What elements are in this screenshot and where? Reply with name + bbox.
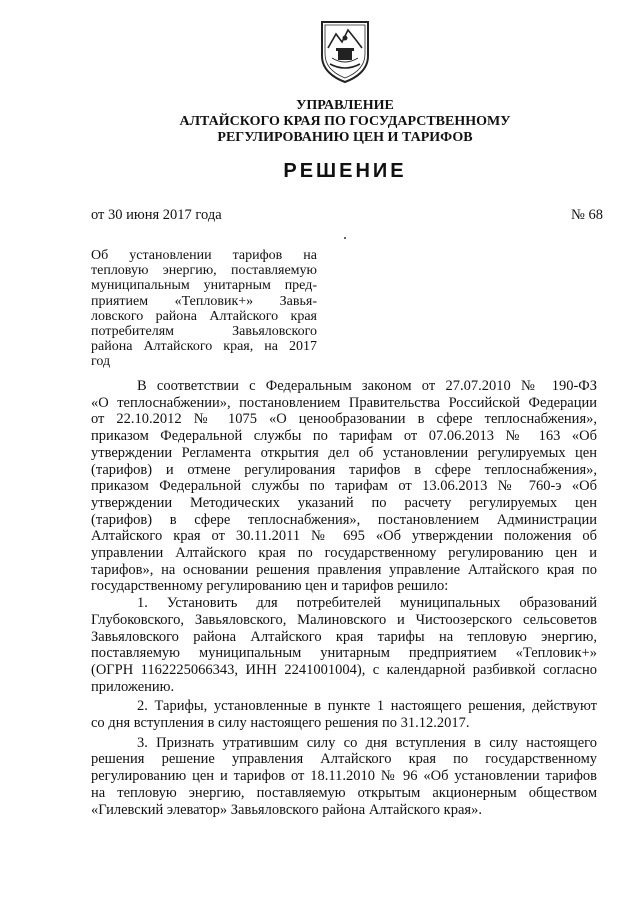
body-line: Завьяловского района Алтайского края тарифы на тепловую энергию, [91, 628, 597, 645]
body-line: приказом Федеральной службы по тарифам от 13.06.2013 № 760-э «Об [91, 478, 597, 495]
body-line: В соответствии с Федеральным законом от 27.07.2010 № 190-ФЗ [137, 378, 597, 394]
stray-mark [344, 237, 346, 239]
body-line: государственному регулированию цен и тарифов решило: [91, 578, 449, 595]
subject-line: приятием «Тепловик+» Завья- [91, 293, 317, 309]
subject-line: тепловую энергию, поставляемую [91, 263, 317, 279]
document-number: № 68 [571, 207, 603, 223]
subject-line: год [91, 354, 111, 370]
body-line: Глубоковского, Завьяловского, Малиновского и Чистоозерского сельсоветов [91, 611, 597, 628]
body-line: от 22.10.2012 № 1075 «О ценообразовании в сфере теплоснабжения», [91, 411, 597, 428]
body-line: приказом Федеральной службы по тарифам от 07.06.2013 № 163 «Об [91, 428, 597, 445]
body-line: приложению. [91, 678, 175, 695]
body-line: поставляемую муниципальным унитарным предприятием «Тепловик+» [91, 645, 597, 662]
body-line: тарифов», на основании решения правления управление Алтайского края по [91, 561, 597, 578]
document-subject [91, 248, 317, 370]
subject-line: района Алтайского края, на 2017 [91, 339, 317, 355]
org-line: РЕГУЛИРОВАНИЮ ЦЕН И ТАРИФОВ [217, 130, 473, 145]
body-line: решения решение управления Алтайского края по государственному [91, 751, 597, 768]
body-line: управлении Алтайского края по государственному регулированию цен и [91, 545, 597, 562]
body-line: (тарифов) и отмене регулирования тарифов в сфере теплоснабжения», [91, 461, 597, 478]
document-body [91, 378, 597, 818]
org-line: АЛТАЙСКОГО КРАЯ ПО ГОСУДАРСТВЕННОМУ [179, 114, 511, 129]
body-line: «Гилевский элеватор» Завьяловского района Алтайского края». [91, 801, 482, 818]
body-line: 1. Установить для потребителей муниципальных образований [137, 595, 597, 612]
body-line: Алтайского края от 30.11.2011 № 695 «Об утверждении положения об [91, 528, 597, 545]
subject-line: потребителям Завьяловского [91, 324, 317, 340]
subject-line: Об установлении тарифов на [91, 248, 317, 263]
coat-of-arms-icon [318, 18, 372, 84]
body-line: (тарифов) в сфере теплоснабжения», постановлением Администрации [91, 511, 597, 528]
body-line: (ОГРН 1162225066343, ИНН 2241001004), с календарной разбивкой согласно [91, 661, 597, 678]
subject-line: ловского района Алтайского края [91, 308, 317, 324]
org-header [0, 98, 640, 146]
subject-line: муниципальным унитарным пред- [91, 278, 317, 294]
document-date: от 30 июня 2017 года [91, 207, 222, 223]
org-line: УПРАВЛЕНИЕ [296, 98, 394, 113]
body-line: утверждении Методических указаний по расчету регулируемых цен [91, 494, 597, 511]
body-line: на тепловую энергию, поставляемую открытым акционерным обществом [91, 784, 597, 801]
body-line: 3. Признать утратившим силу со дня вступления в силу настоящего [137, 734, 597, 751]
body-line: утверждении Регламента открытия дел об установлении регулируемых цен [91, 444, 597, 461]
body-line: «О теплоснабжении», постановлением Правительства Российской Федерации [91, 394, 597, 411]
document-title: РЕШЕНИЕ [283, 160, 407, 182]
body-line: регулированию цен и тарифов от 18.11.2010 № 96 «Об установлении тарифов [91, 768, 597, 785]
body-line: со дня вступления в силу настоящего решения по 31.12.2017. [91, 715, 470, 732]
body-line: 2. Тарифы, установленные в пункте 1 настоящего решения, действуют [137, 698, 597, 715]
